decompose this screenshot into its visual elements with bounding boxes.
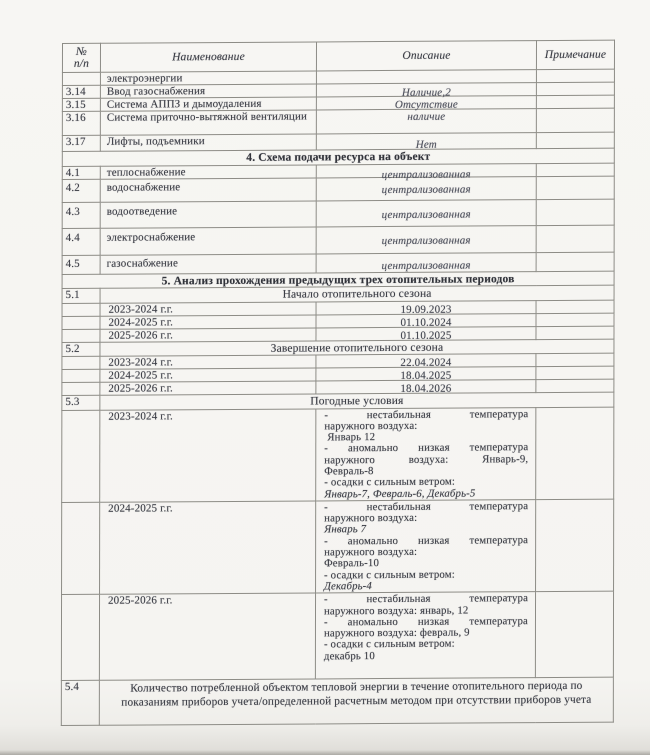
row-number-cell: 4.1 [62,166,100,179]
weather-line: - аномально низкая температура [324,533,529,548]
weather-title: Погодные условия [100,392,614,410]
description-value: централизованная [381,183,471,196]
row-number-cell-empty [62,502,100,595]
description-cell-empty [316,70,536,84]
note-cell-empty [536,379,614,392]
row-number-cell: 5.1 [62,288,100,303]
table-row [62,199,614,228]
note-cell-empty [536,199,614,225]
description-cell [316,199,536,226]
consumption-text: Количество потребленной объектом тепловой энергии в течение отопительного периода по показаниям приборов учета/определенной расчетным методом при отсутствии приборов учета [99,677,613,725]
row-number-cell: 3.14 [62,85,100,98]
row-number-cell: 4.4 [62,228,100,255]
note-cell-empty [536,176,614,199]
weather-line: Февраль-8 [324,465,374,478]
note-cell-empty [536,108,614,132]
weather-line: - осадки с сильным ветром: [324,475,456,489]
row-number-cell: 4.2 [62,179,100,202]
note-cell-empty [536,252,614,271]
name-cell: газоснабжение [100,253,316,273]
weather-line: - аномально низкая температура [323,614,528,629]
table-row [62,225,614,255]
description-value: централизованная [381,234,471,247]
note-cell-empty [536,313,614,326]
date-value: 01.10.2025 [400,329,452,342]
weather-line: наружного воздуха: Январь-9, [324,452,529,467]
period-cell: 2024-2025 г.г. [100,501,316,595]
desc-column-header: Описание [316,41,536,71]
row-number-cell-empty [62,410,100,503]
period-cell: 2024-2025 г.г. [100,314,316,328]
date-value: 19.09.2023 [400,303,452,316]
name-cell: водоснабжение [100,177,316,201]
note-column-header: Примечание [536,40,614,69]
period-cell: 2025-2026 г.г. [100,381,316,395]
note-cell-empty [536,407,614,500]
period-cell: 2025-2026 г.г. [99,593,315,680]
weather-line: - осадки с сильным ветром: [323,638,455,651]
weather-line: Январь 12 [327,431,376,444]
date-value: 18.04.2026 [400,382,452,395]
num-header-line2: п/п [73,57,90,70]
weather-line: наружного воздуха: [324,419,418,433]
period-cell: 2023-2024 г.г. [100,355,316,369]
period-cell: 2023-2024 г.г. [100,301,316,315]
description-value: наличие [407,110,446,123]
description-value: централизованная [381,208,471,221]
name-cell: водоотведение [100,200,316,227]
date-cell [316,300,536,314]
description-cell [316,83,536,97]
inspection-table [61,40,615,727]
weather-line: - нестабильная температура [324,592,529,606]
name-column-header: Наименование [100,42,316,72]
row-number-cell-empty [61,595,99,681]
note-cell-empty [536,326,614,339]
num-header-line1: № [75,45,87,58]
description-cell [316,163,536,181]
name-cell: теплоснабжение [100,164,316,178]
row-number-cell-empty [62,356,100,369]
name-cell: электроэнергии [100,71,316,85]
note-cell-empty [536,499,614,592]
description-value: Наличие,2 [401,86,451,99]
weather-row [61,591,613,680]
row-number-cell-empty [62,72,100,85]
row-number-cell-empty [62,316,100,329]
period-cell: 2023-2024 г.г. [100,408,316,502]
note-cell-empty [536,132,614,148]
weather-line: - осадки с сильным ветром: [324,568,455,582]
scan-sheet [61,40,614,727]
period-cell: 2024-2025 г.г. [100,368,316,382]
row-number-cell-empty [62,329,100,342]
row-number-cell: 5.4 [61,681,99,726]
note-cell-empty [536,366,614,379]
note-cell-empty [536,163,614,176]
row-number-cell-empty [62,369,100,382]
description-cell [316,225,536,253]
note-cell-empty [536,82,614,95]
name-cell: электроснабжение [100,226,316,254]
weather-line: - нестабильная температура [324,500,529,514]
row-number-cell: 3.17 [62,135,100,151]
row-number-cell: 3.15 [62,98,100,111]
name-cell: Система АППЗ и дымоудаления [100,97,316,111]
name-cell: Лифты, подъемники [100,134,316,151]
weather-line: Январь 7 [324,523,367,536]
section5-title: 5. Анализ прохождения предыдущих трех отопительных периодов [62,271,614,289]
period-cell: 2025-2026 г.г. [100,327,316,341]
table-row [62,108,614,135]
table-row [62,176,614,202]
weather-line: наружного воздуха: январь, 12 [323,604,469,617]
weather-description-cell [316,499,536,593]
note-cell-empty [536,95,614,108]
date-value: 18.04.2025 [400,369,452,382]
weather-row [62,407,614,503]
row-number-cell: 5.3 [62,395,100,410]
note-cell-empty [536,300,614,313]
description-value: централизованная [381,259,471,272]
note-cell-empty [536,353,614,366]
weather-line: Декабрь-4 [324,580,372,593]
weather-line: декабрь 10 [323,649,375,663]
date-value: 22.04.2024 [400,356,452,369]
weather-line: Январь-7, Февраль-6, Декабрь-5 [324,487,476,500]
weather-description-cell [315,592,535,679]
row-number-cell: 3.16 [62,111,100,135]
name-cell: Система приточно-вытяжной вентиляции [100,110,316,135]
weather-line: наружного воздуха: [324,512,418,525]
consumption-row [61,677,613,725]
note-cell-empty [536,69,614,82]
date-value: 01.10.2024 [400,316,452,329]
description-cell [316,109,536,134]
description-cell [316,252,536,272]
row-number-cell-empty [62,303,100,316]
row-number-cell: 4.3 [62,202,100,228]
row-number-cell: 4.5 [62,255,100,274]
section4-title: 4. Схема подачи ресурса на объект [62,148,614,166]
description-value: централизованная [381,168,471,181]
weather-row [62,499,614,595]
weather-line: Февраль-10 [324,557,380,570]
season-end-title: Завершение отопительного сезона [100,339,614,357]
weather-line: - аномально низкая температура [324,441,529,455]
num-column-header [62,43,100,72]
row-number-cell: 5.2 [62,342,100,357]
description-value: Отсутствие [394,98,458,111]
weather-line: - нестабильная температура [324,407,529,421]
description-cell [316,133,536,150]
date-cell [316,354,536,368]
row-number-cell-empty [62,382,100,395]
description-value: Нет [415,138,437,151]
weather-line: наружного воздуха: февраль, 9 [323,626,470,640]
note-cell-empty [535,591,613,677]
name-cell: Ввод газоснабжения [100,84,316,98]
note-cell-empty [536,225,614,252]
weather-description-cell [316,407,536,501]
table-header-row [62,40,614,72]
weather-line: наружного воздуха: [324,545,418,559]
season-start-title: Начало отопительного сезона [100,285,614,303]
